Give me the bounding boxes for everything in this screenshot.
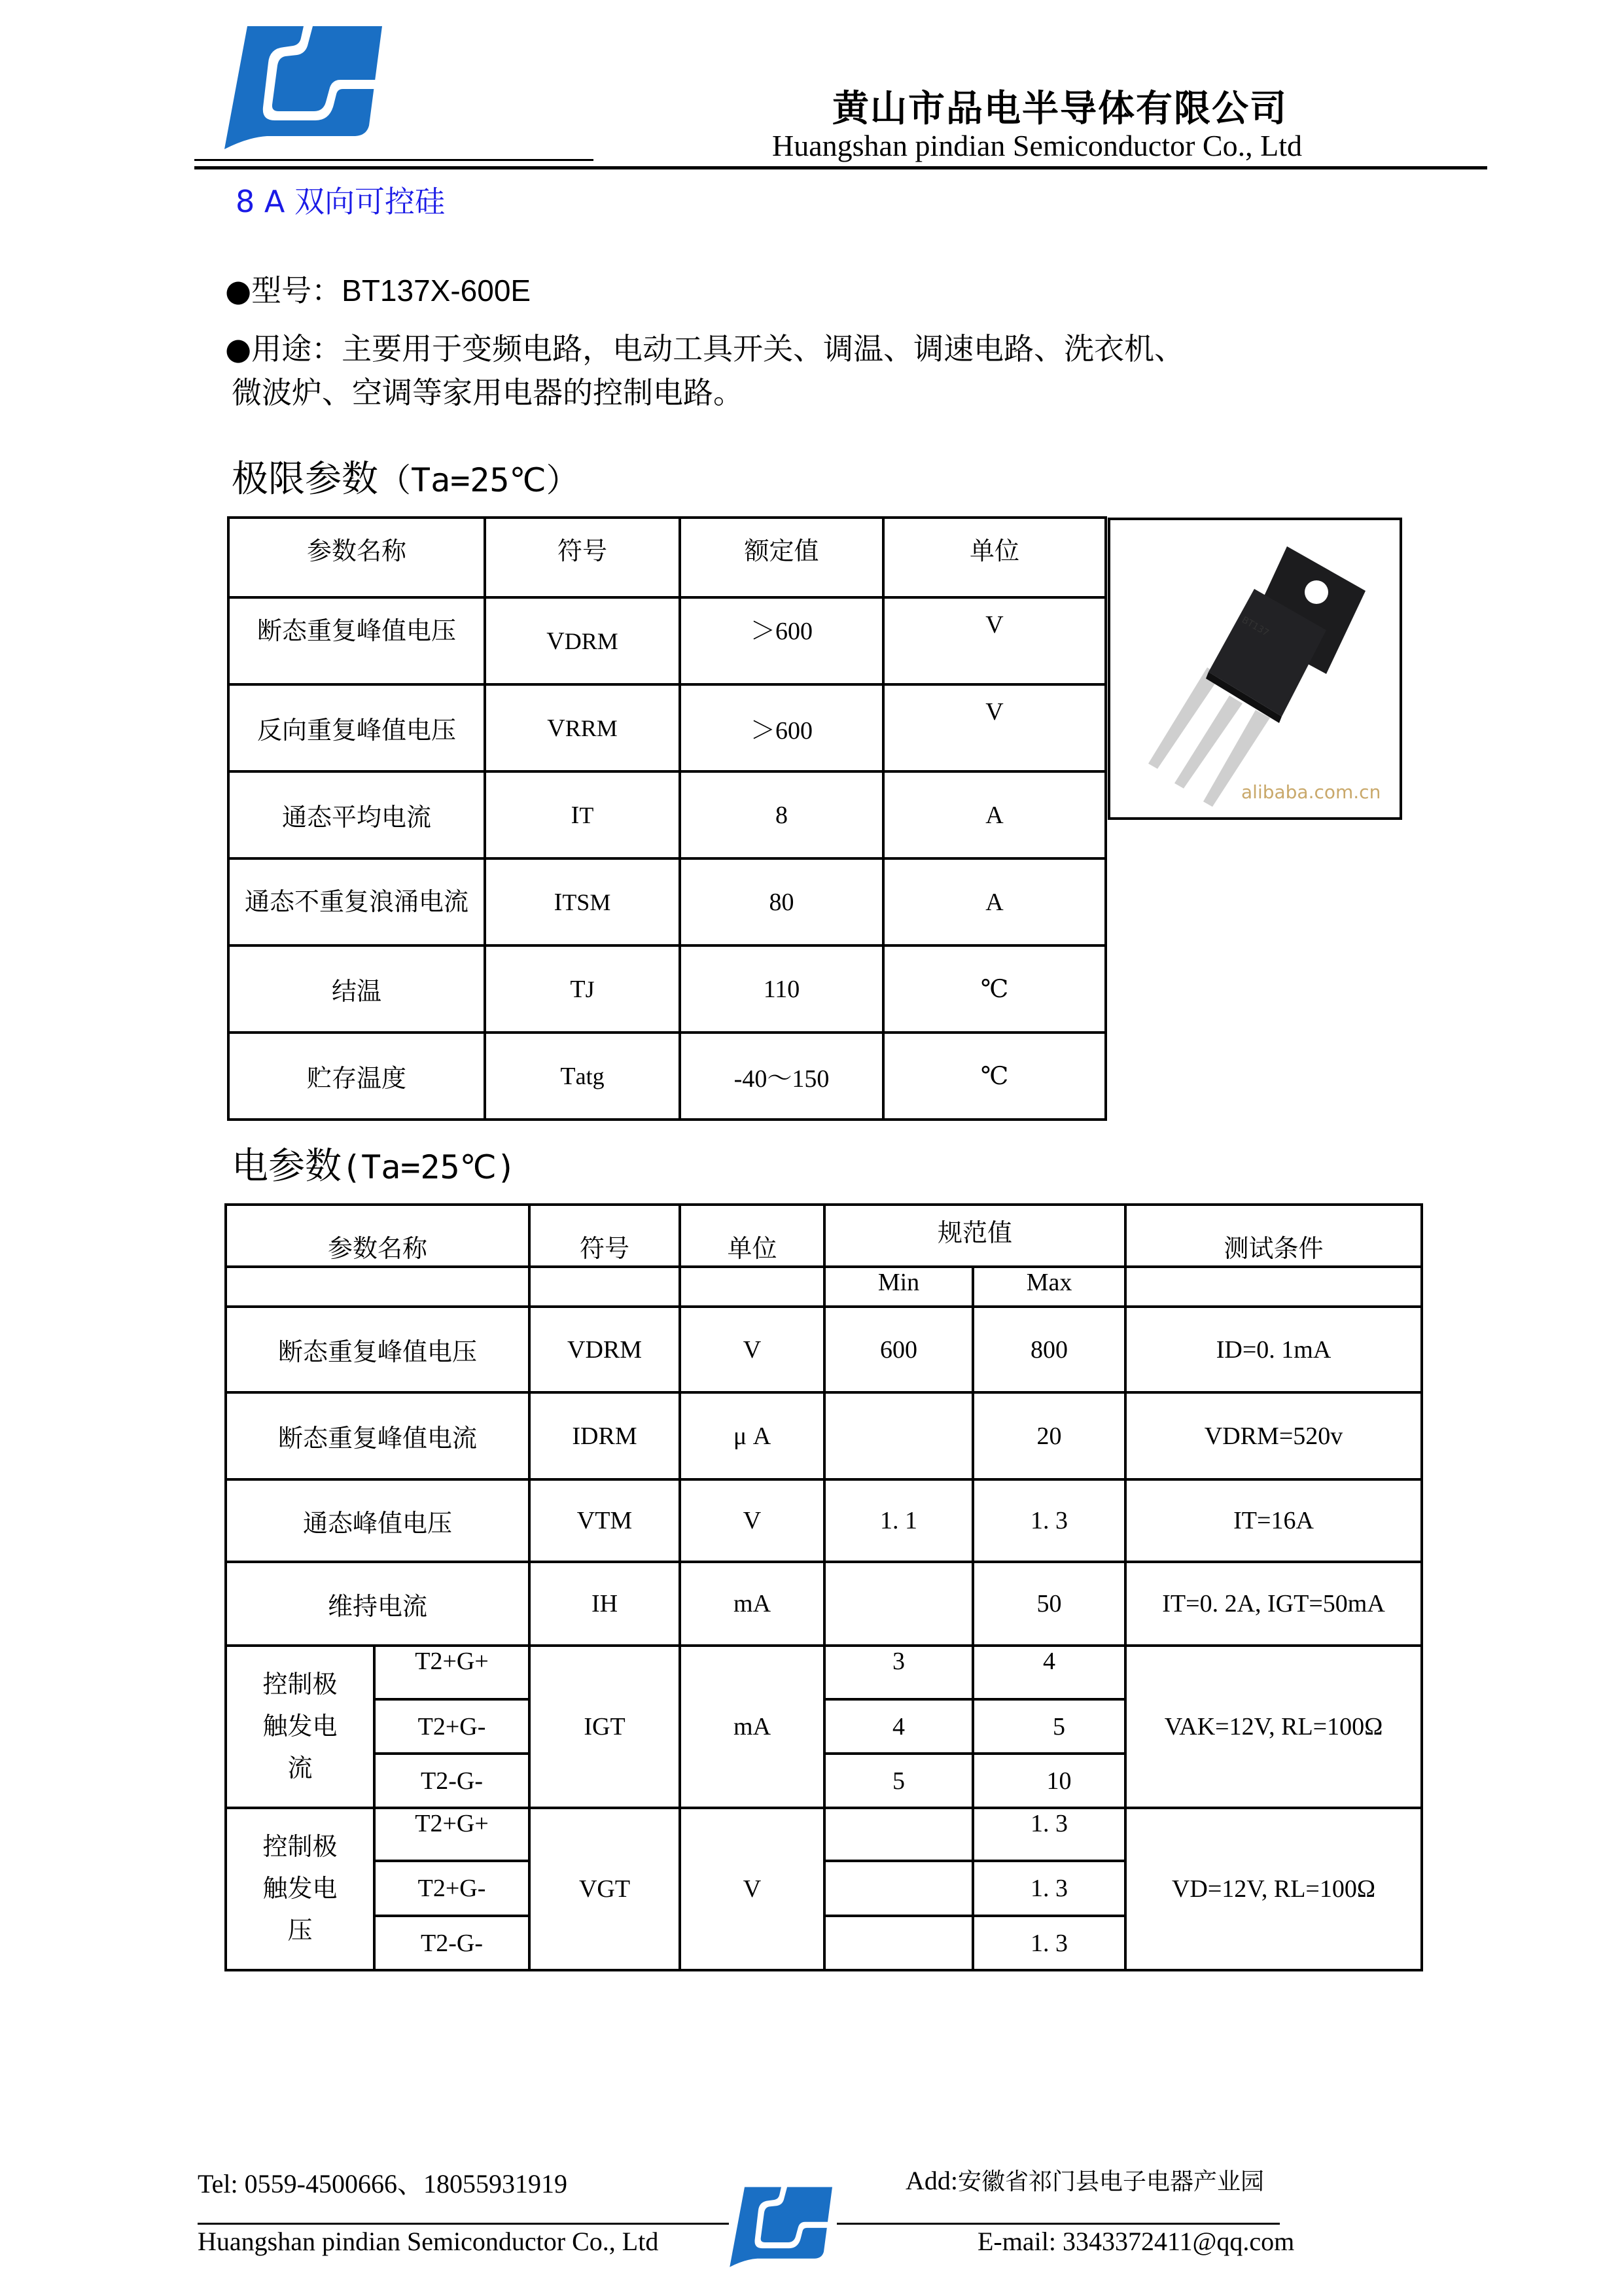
param-unit: ℃ — [883, 1033, 1106, 1120]
header-short-rule — [194, 159, 593, 161]
table-row-igt — [226, 1646, 1422, 1699]
table-row-vgt — [226, 1808, 1422, 1861]
usage-line-1 — [225, 325, 1184, 368]
table-row — [226, 1392, 1422, 1479]
limit-params-condition: （Ta=25℃） — [378, 461, 579, 499]
header-rated-value: 额定值 — [680, 518, 883, 597]
usage-label: ●用途： — [225, 331, 342, 366]
usage-text-1: 主要用于变频电路，电动工具开关、调温、调速电路、洗衣机、 — [342, 331, 1185, 366]
quadrant-mode: T2+G+ — [374, 1808, 529, 1861]
table-header-row — [226, 1205, 1422, 1267]
table-row — [228, 597, 1106, 684]
param-symbol: VDRM — [485, 597, 680, 684]
param-condition: ID=0. 1mA — [1125, 1307, 1422, 1392]
table-row — [226, 1307, 1422, 1392]
header-param-name: 参数名称 — [226, 1205, 529, 1267]
param-symbol: ITSM — [485, 858, 680, 945]
param-min — [824, 1562, 973, 1646]
vgt-symbol: VGT — [529, 1808, 680, 1970]
company-logo-icon — [221, 21, 382, 149]
quadrant-min: 5 — [824, 1754, 973, 1808]
electrical-params-heading-text: 电参数 — [232, 1145, 342, 1188]
param-name: 断态重复峰值电压 — [226, 1307, 529, 1392]
model-label: ●型号： — [225, 273, 342, 308]
param-value: 110 — [680, 945, 883, 1033]
param-unit: A — [883, 771, 1106, 858]
param-unit: mA — [680, 1562, 824, 1646]
quadrant-mode: T2+G+ — [374, 1646, 529, 1699]
quadrant-mode: T2-G- — [374, 1916, 529, 1970]
param-name: 通态平均电流 — [228, 771, 485, 858]
quadrant-max: 4 — [973, 1646, 1125, 1699]
header-unit: 单位 — [680, 1205, 824, 1267]
param-unit: V — [883, 597, 1106, 684]
electrical-params-condition: (Ta=25℃) — [342, 1148, 516, 1186]
param-symbol: VRRM — [485, 684, 680, 771]
quadrant-max: 5 — [973, 1699, 1125, 1754]
table-row — [226, 1562, 1422, 1646]
quadrant-max: 10 — [973, 1754, 1125, 1808]
param-max: 20 — [973, 1392, 1125, 1479]
igt-symbol: IGT — [529, 1646, 680, 1808]
param-max: 800 — [973, 1307, 1125, 1392]
igt-condition: VAK=12V, RL=100Ω — [1125, 1646, 1422, 1808]
param-name: 通态不重复浪涌电流 — [228, 858, 485, 945]
to-220f-package-icon — [1110, 520, 1400, 817]
model-value: BT137X-600E — [342, 274, 531, 308]
footer-address-value: 安徽省祁门县电子电器产业园 — [958, 2168, 1265, 2195]
param-symbol: VDRM — [529, 1307, 680, 1392]
quadrant-min: 4 — [824, 1699, 973, 1754]
quadrant-mode: T2+G- — [374, 1861, 529, 1916]
param-symbol: IDRM — [529, 1392, 680, 1479]
quadrant-max: 1. 3 — [973, 1916, 1125, 1970]
header-long-rule — [194, 166, 1487, 169]
table-row — [228, 858, 1106, 945]
usage-line-2: 微波炉、空调等家用电器的控制电路。 — [232, 375, 743, 410]
param-value: 8 — [680, 771, 883, 858]
param-unit: A — [883, 858, 1106, 945]
param-name: 贮存温度 — [228, 1033, 485, 1120]
header-unit: 单位 — [883, 518, 1106, 597]
param-condition: IT=0. 2A, IGT=50mA — [1125, 1562, 1422, 1646]
model-line — [225, 267, 531, 310]
param-condition: IT=16A — [1125, 1479, 1422, 1562]
document-title: 8 A 双向可控硅 — [236, 184, 445, 219]
param-symbol: TJ — [485, 945, 680, 1033]
limit-params-heading — [232, 450, 579, 503]
footer-tel: Tel: 0559-4500666、18055931919 — [198, 2169, 567, 2199]
electrical-params-heading — [232, 1137, 516, 1190]
quadrant-mode: T2+G- — [374, 1699, 529, 1754]
param-value: ＞600 — [680, 684, 883, 771]
param-min: 600 — [824, 1307, 973, 1392]
param-name: 断态重复峰值电流 — [226, 1392, 529, 1479]
table-row — [228, 771, 1106, 858]
header-symbol: 符号 — [529, 1205, 680, 1267]
param-unit: V — [883, 684, 1106, 771]
table-header-row — [228, 518, 1106, 597]
param-value: 80 — [680, 858, 883, 945]
param-condition: VDRM=520v — [1125, 1392, 1422, 1479]
footer-email[interactable]: E-mail: 3343372411@qq.com — [978, 2227, 1295, 2256]
table-row — [228, 684, 1106, 771]
electrical-params-table — [224, 1203, 1423, 1971]
param-value: ＞600 — [680, 597, 883, 684]
quadrant-max: 1. 3 — [973, 1808, 1125, 1861]
param-name: 结温 — [228, 945, 485, 1033]
empty-cell — [226, 1267, 529, 1307]
param-value: -40～150 — [680, 1033, 883, 1120]
quadrant-min — [824, 1861, 973, 1916]
footer-address-label: Add: — [906, 2166, 958, 2195]
vgt-condition: VD=12V, RL=100Ω — [1125, 1808, 1422, 1970]
company-name-en: Huangshan pindian Semiconductor Co., Ltd — [772, 129, 1302, 162]
param-name: 反向重复峰值电压 — [228, 684, 485, 771]
param-symbol: VTM — [529, 1479, 680, 1562]
header-param-name: 参数名称 — [228, 518, 485, 597]
param-min — [824, 1392, 973, 1479]
param-unit: V — [680, 1307, 824, 1392]
empty-cell — [680, 1267, 824, 1307]
param-symbol: Tatg — [485, 1033, 680, 1120]
header-symbol: 符号 — [485, 518, 680, 597]
vgt-unit: V — [680, 1808, 824, 1970]
empty-cell — [1125, 1267, 1422, 1307]
empty-cell — [529, 1267, 680, 1307]
igt-group-name: 控制极触发电流 — [226, 1646, 374, 1808]
param-name: 断态重复峰值电压 — [228, 597, 485, 684]
quadrant-min — [824, 1808, 973, 1861]
quadrant-min — [824, 1916, 973, 1970]
table-row — [226, 1479, 1422, 1562]
footer-company-en: Huangshan pindian Semiconductor Co., Ltd — [198, 2227, 659, 2256]
param-unit: ℃ — [883, 945, 1106, 1033]
header-max: Max — [973, 1267, 1125, 1307]
product-photo — [1108, 518, 1402, 820]
footer-rule-left — [198, 2223, 729, 2225]
limit-params-table — [227, 516, 1107, 1121]
quadrant-max: 1. 3 — [973, 1861, 1125, 1916]
header-spec-value: 规范值 — [824, 1205, 1125, 1267]
param-symbol: IT — [485, 771, 680, 858]
param-unit: μ A — [680, 1392, 824, 1479]
company-name-cn: 黄山市品电半导体有限公司 — [832, 88, 1288, 130]
table-subheader-row — [226, 1267, 1422, 1307]
param-max: 1. 3 — [973, 1479, 1125, 1562]
header-min: Min — [824, 1267, 973, 1307]
limit-params-heading-text: 极限参数 — [232, 458, 378, 501]
svg-text:BT137: BT137 — [1240, 614, 1271, 639]
igt-unit: mA — [680, 1646, 824, 1808]
photo-watermark: alibaba.com.cn — [1241, 781, 1381, 803]
param-min: 1. 1 — [824, 1479, 973, 1562]
quadrant-mode: T2-G- — [374, 1754, 529, 1808]
header-test-condition: 测试条件 — [1125, 1205, 1422, 1267]
param-unit: V — [680, 1479, 824, 1562]
vgt-group-name: 控制极触发电压 — [226, 1808, 374, 1970]
quadrant-min: 3 — [824, 1646, 973, 1699]
footer-logo-icon — [728, 2183, 832, 2268]
param-name: 维持电流 — [226, 1562, 529, 1646]
param-name: 通态峰值电压 — [226, 1479, 529, 1562]
footer-address — [906, 2163, 1264, 2197]
param-max: 50 — [973, 1562, 1125, 1646]
param-symbol: IH — [529, 1562, 680, 1646]
table-row — [228, 945, 1106, 1033]
table-row — [228, 1033, 1106, 1120]
footer-rule-right — [837, 2223, 1280, 2225]
